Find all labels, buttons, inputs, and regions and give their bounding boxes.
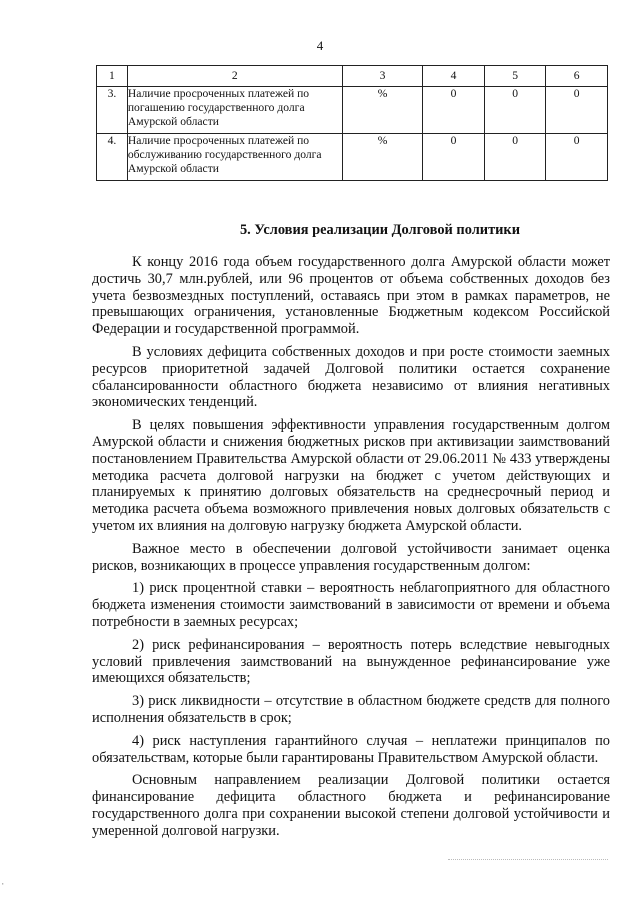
paragraph: К концу 2016 года объем государственного долга Амурской области может достичь 30,7 млн.рублей, или 96 процентов от объема собственных доходов без учета безвозмездных поступлений, оставаясь при этом в рамках параметров, не превышающих ограничения, установленные Бюджетным кодексом Российской Федерации и государственной программой. (92, 254, 610, 338)
table-header-row (97, 66, 608, 87)
footer-divider (448, 859, 608, 860)
table-header-cell: 1 (97, 66, 128, 87)
table-header-cell: 6 (546, 66, 608, 87)
indicator-value: 0 (484, 87, 546, 134)
indicator-value: 0 (423, 87, 485, 134)
row-number: 4. (97, 134, 128, 181)
risk-item: 4) риск наступления гарантийного случая – неплатежи принципалов по обязательствам, которые были гарантированы Правительством Амурской области. (92, 732, 610, 766)
paragraph: Важное место в обеспечении долговой устойчивости занимает оценка рисков, возникающих в процессе управления государственным долгом: (92, 540, 610, 574)
indicators-table (96, 65, 608, 181)
risk-item: 3) риск ликвидности – отсутствие в областном бюджете средств для полного исполнения обязательств в срок; (92, 693, 610, 726)
row-number: 3. (97, 87, 128, 134)
table-header-cell: 5 (484, 66, 546, 87)
indicator-value: 0 (546, 87, 608, 134)
indicator-value: 0 (484, 134, 546, 181)
indicator-name: Наличие просроченных платежей по погашению государственного долга Амурской области (127, 87, 342, 134)
risk-item: 2) риск рефинансирования – вероятность потерь вследствие невыгодных условий привлечения заимствований на вынужденное рефинансирование уже имеющихся обязательств; (92, 636, 610, 687)
table-row (97, 87, 608, 134)
page-number: 4 (316, 38, 324, 53)
indicator-unit: % (342, 87, 422, 134)
paragraph: В целях повышения эффективности управления государственным долгом Амурской области и снижения бюджетных рисков при активизации заимствований постановлением Правительства Амурской области от 29.06.2011 № 433 утверждены методика расчета долговой нагрузки на бюджет с учетом действующих и планируемых к принятию долговых обязательств на среднесрочный период и методика расчета объема возможного привлечения новых долговых обязательств с учетом их влияния на долговую нагрузку бюджета Амурской области. (92, 417, 610, 534)
risk-item: 1) риск процентной ставки – вероятность неблагоприятного для областного бюджета изменения стоимости заимствований в зависимости от времени и объема потребности в заемных ресурсах; (92, 580, 610, 630)
scan-artifact: · (0, 880, 6, 890)
paragraph: Основным направлением реализации Долговой политики остается финансирование дефицита областного бюджета и рефинансирование государственного долга при сохранении высокой степени долговой устойчивости и умеренной долговой нагрузки. (92, 772, 610, 839)
indicator-unit: % (342, 134, 422, 181)
body-text (92, 254, 610, 846)
paragraph: В условиях дефицита собственных доходов и при росте стоимости заемных ресурсов приоритетной задачей Долговой политики остается сохранение сбалансированности областного бюджета независимо от влияния негативных экономических тенденций. (92, 343, 610, 411)
table-row (97, 134, 608, 181)
table-header-cell: 2 (127, 66, 342, 87)
indicator-name: Наличие просроченных платежей по обслуживанию государственного долга Амурской области (127, 134, 342, 181)
section-title: 5. Условия реализации Долговой политики (239, 222, 521, 238)
indicator-value: 0 (546, 134, 608, 181)
table-header-cell: 3 (342, 66, 422, 87)
indicator-value: 0 (423, 134, 485, 181)
table-header-cell: 4 (423, 66, 485, 87)
